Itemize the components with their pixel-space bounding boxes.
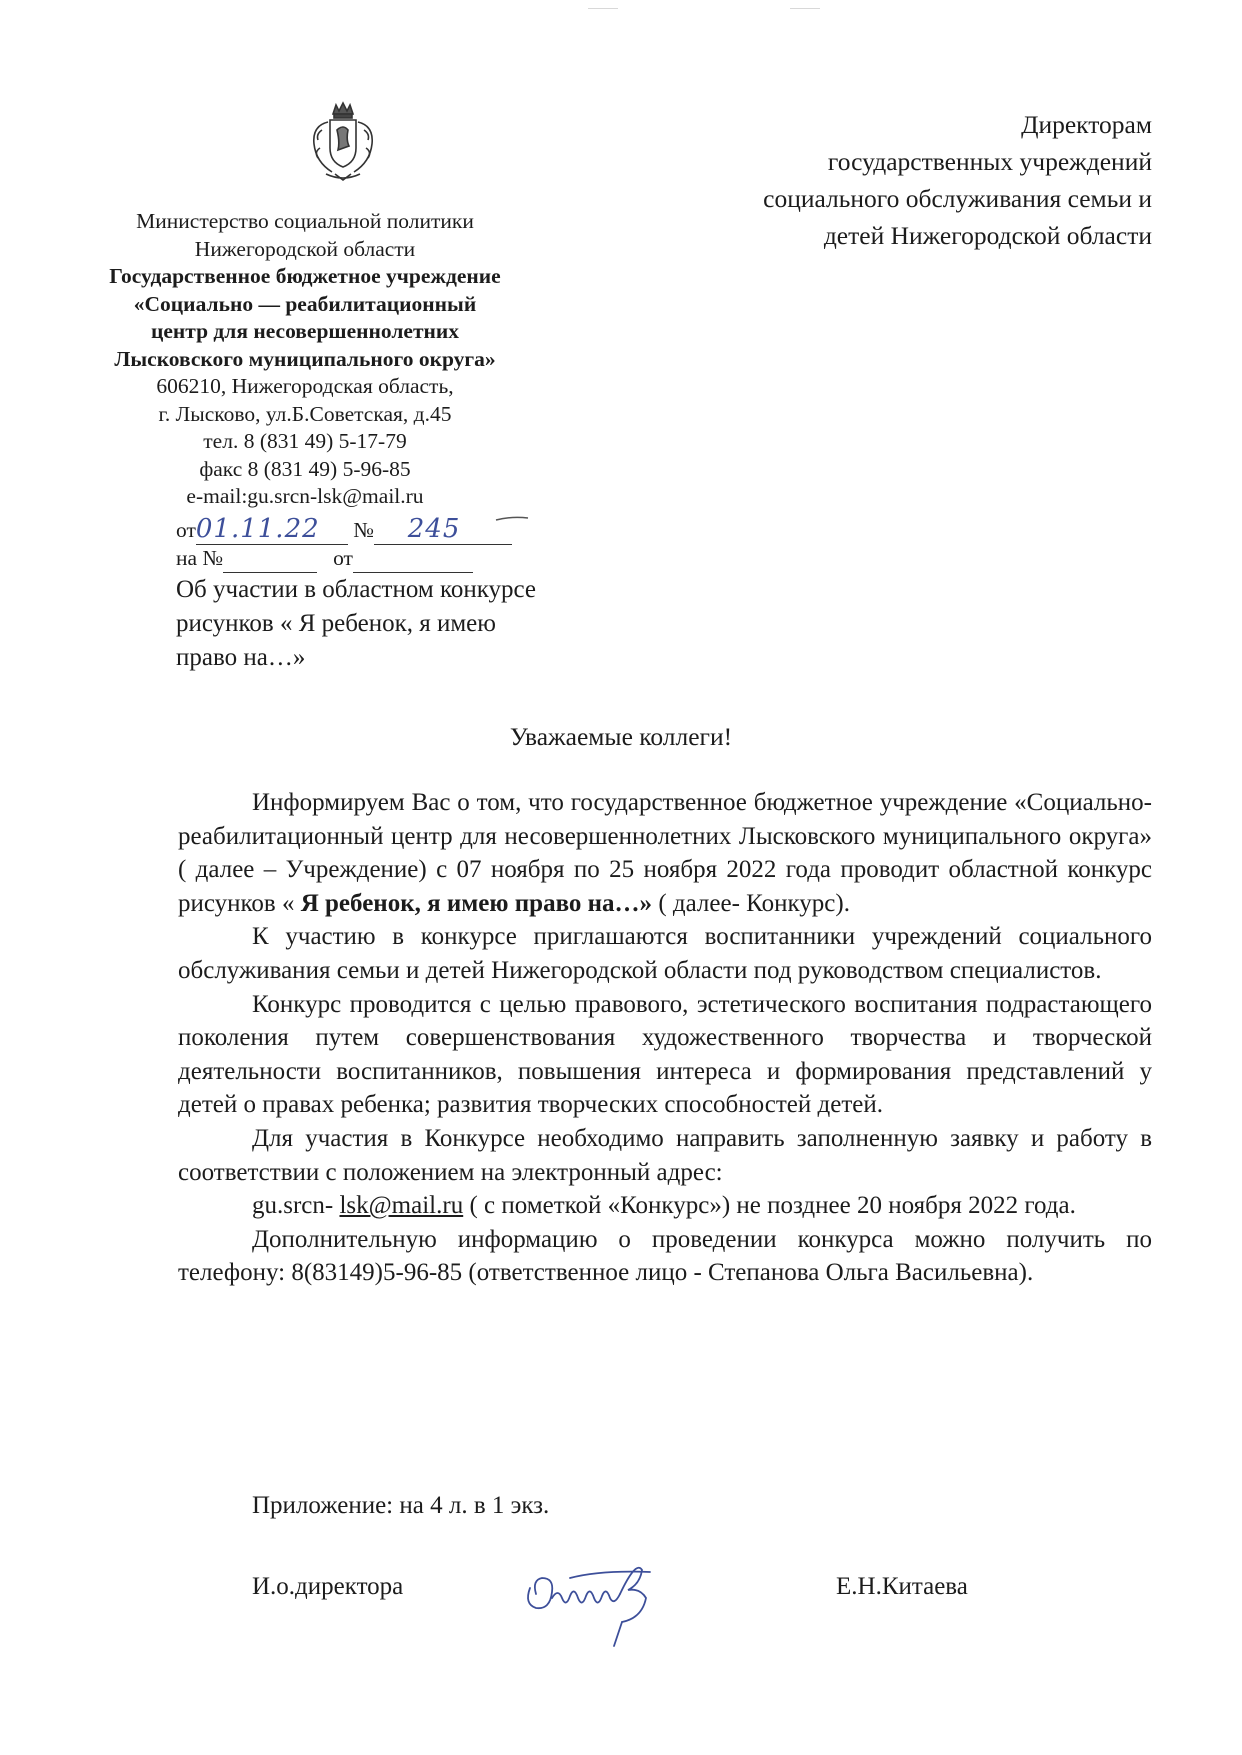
email-link[interactable]: lsk@mail.ru: [339, 1192, 464, 1220]
body-paragraph: gu.srcn- lsk@mail.ru ( с пометкой «Конкурс») не позднее 20 ноября 2022 года.: [252, 1192, 1076, 1220]
organization-name: Государственное бюджетное учреждение: [109, 264, 501, 288]
scan-artifact: [790, 8, 820, 9]
sender-address: г. Лысково, ул.Б.Советская, д.45: [158, 401, 452, 426]
registration-block: [176, 516, 512, 573]
greeting: Уважаемые коллеги!: [509, 722, 733, 751]
ministry-region: Нижегородской области: [194, 236, 416, 261]
handwritten-number: 245: [407, 514, 461, 544]
scan-artifact: [588, 8, 618, 9]
handwritten-date: 01.11.22: [195, 514, 320, 544]
sender-fax: факс 8 (831 49) 5-96-85: [199, 456, 411, 481]
signatory-name: Е.Н.Китаева: [836, 1573, 968, 1600]
attachment-note: Приложение: на 4 л. в 1 экз.: [252, 1492, 550, 1519]
signatory-title: И.о.директора: [252, 1573, 404, 1600]
organization-name: центр для несовершеннолетних: [150, 319, 460, 343]
letter-body: [178, 786, 1152, 1290]
sender-block: [100, 208, 510, 511]
sender-email: e-mail:gu.srcn-lsk@mail.ru: [186, 484, 424, 508]
sender-phone: тел. 8 (831 49) 5-17-79: [203, 429, 407, 453]
outgoing-registration: от01.11.22 № 245: [176, 516, 512, 545]
handwritten-signature-icon: [510, 1548, 710, 1648]
organization-name: Лысковского муниципального округа»: [114, 346, 496, 371]
ministry-name: Министерство социальной политики: [136, 209, 474, 233]
body-paragraph: Для участия в Конкурсе необходимо направить заполненную заявку и работу в соответствии с положением на электронный адрес:: [178, 1124, 1152, 1186]
body-paragraph: Дополнительную информацию о проведении конкурса можно получить по телефону: 8(83149)5-96-85 (ответственное лицо - Степанова Ольга Васильевна).: [178, 1225, 1152, 1287]
body-paragraph: К участию в конкурсе приглашаются воспитанники учреждений социального обслуживания семьи и детей Нижегородской области под руководством специалистов.: [178, 923, 1152, 984]
reply-registration: на № от: [176, 545, 512, 573]
body-paragraph: Конкурс проводится с целью правового, эстетического воспитания подрастающего поколения путем совершенствования художественного творчества и творческой деятельности воспитанников, повышения интереса и формирования представлений у детей о правах ребенка; развития творческих способностей детей.: [178, 990, 1152, 1119]
addressee-block: Директорам государственных учреждений социального обслуживания семьи и детей Нижегородской области: [763, 110, 1152, 250]
coat-of-arms-icon: [302, 100, 384, 186]
organization-name: «Социально — реабилитационный: [133, 291, 477, 316]
letter-subject: Об участии в областном конкурсе рисунков « Я ребенок, я имею право на…»: [176, 576, 536, 671]
body-paragraph: Информируем Вас о том, что государственное бюджетное учреждение «Социально-реабилитационный центр для несовершеннолетних Лысковского муниципального округа» ( далее – Учреждение) с 07 ноября по 25 ноября 2022 года проводит областной конкурс рисунков « Я ребенок, я имею право на…» ( далее- Конкурс).: [178, 789, 1152, 917]
sender-address: 606210, Нижегородская область,: [156, 374, 454, 398]
